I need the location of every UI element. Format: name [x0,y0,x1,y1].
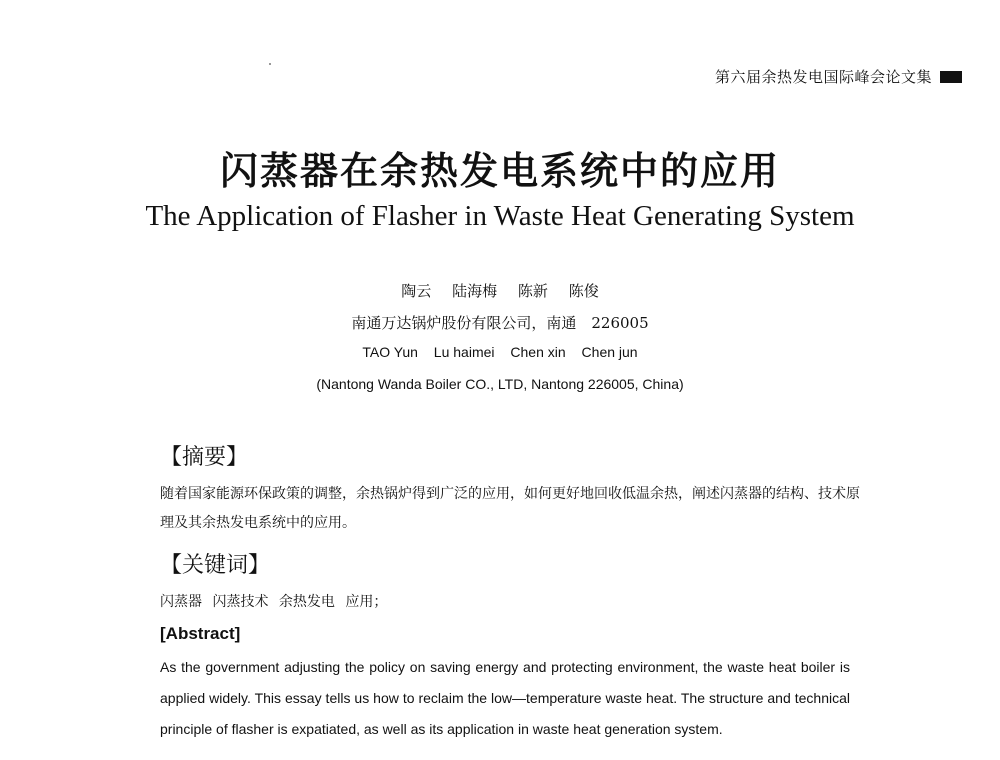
keyword: 余热发电 [278,594,335,610]
scan-dot [269,63,271,65]
abstract-en-heading: [Abstract] [160,624,241,643]
author-en: Chen xin [510,344,566,360]
title-en: The Application of Flasher in Waste Heat Generating System [145,200,855,232]
keyword: 应用； [345,594,388,610]
author-en: Chen jun [581,344,638,360]
author-cn: 陶云 [401,282,432,300]
authors-en [0,344,1000,360]
authors-cn [0,280,1000,301]
author-en: TAO Yun [362,344,418,360]
title-cn: 闪蒸器在余热发电系统中的应用 [219,149,780,193]
abstract-cn-text: 随着国家能源环保政策的调整，余热锅炉得到广泛的应用，如何更好地回收低温余热，阐述闪蒸器的结构、技术原理及其余热发电系统中的应用。 [160,486,860,531]
author-cn: 陈俊 [568,282,599,300]
abstract-en-text: As the government adjusting the policy on saving energy and protecting environment, the waste heat boiler is applied widely. This essay tells us how to reclaim the low—temperature waste heat. The structure and technical principle of flasher is expatiated, as well as its application in waste heat generation system. [160,659,850,737]
running-head [715,66,962,87]
keywords-cn-list [160,588,860,617]
keyword: 闪蒸技术 [212,594,269,610]
keywords-cn-heading: 【关键词】 [160,553,271,578]
abstract-cn-heading: 【摘要】 [160,445,249,470]
keyword: 闪蒸器 [160,594,202,610]
author-cn: 陆海梅 [452,282,498,300]
running-head-mark [940,71,962,83]
author-cn: 陈新 [517,282,548,300]
running-head-text: 第六届余热发电国际峰会论文集 [714,68,932,86]
affiliation-cn: 南通万达锅炉股份有限公司，南通 226005 [351,314,649,332]
author-en: Lu haimei [433,344,495,360]
affiliation-en: (Nantong Wanda Boiler CO., LTD, Nantong 226005, China) [316,376,684,392]
